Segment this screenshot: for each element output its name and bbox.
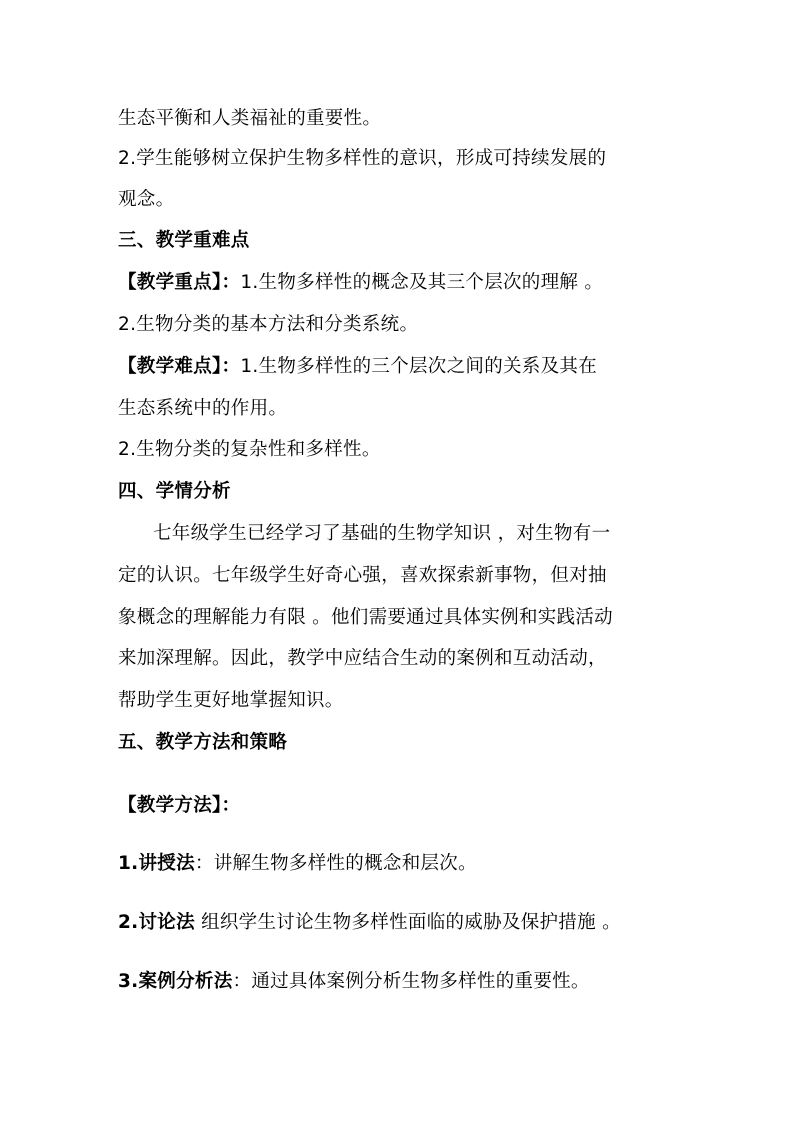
difficulty-line: 生态系统中的作用。: [118, 398, 288, 419]
paragraph-line: 定的认识。七年级学生好奇心强，喜欢探索新事物，但对抽: [118, 565, 607, 586]
difficulty-text: 1.生物多样性的三个层次之间的关系及其在: [240, 356, 598, 377]
method-name: 2.讨论法: [118, 912, 195, 933]
method-desc: ：讲解生物多样性的概念和层次。: [194, 853, 477, 874]
method-name: 3.案例分析法: [118, 971, 233, 992]
section-heading: 五、教学方法和策略: [118, 732, 288, 753]
difficulty-line: 2.生物分类的复杂性和多样性。: [118, 439, 381, 460]
key-point-text: 1.生物多样性的概念及其三个层次的理解 。: [240, 272, 604, 293]
paragraph-line: 象概念的理解能力有限 。他们需要通过具体实例和实践活动: [118, 607, 613, 628]
method-desc: 组织学生讨论生物多样性面临的威胁及保护措施 。: [194, 912, 621, 933]
difficulty-label: 【教学难点】：: [118, 356, 241, 377]
section-heading: 三、教学重难点: [118, 230, 250, 251]
method-desc: ：通过具体案例分析生物多样性的重要性。: [232, 971, 590, 992]
method-item: [118, 910, 621, 936]
key-points-label: 【教学重点】：: [118, 272, 241, 293]
paragraph-line: 来加深理解。因此，教学中应结合生动的案例和互动活动，: [118, 648, 607, 669]
section-heading: 四、学情分析: [118, 481, 231, 502]
key-point-line: 2.生物分类的基本方法和分类系统。: [118, 314, 419, 335]
paragraph-line: 2.学生能够树立保护生物多样性的意识，形成可持续发展的: [118, 148, 607, 169]
method-item: [118, 969, 590, 995]
method-name: 1.讲授法: [118, 853, 195, 874]
paragraph-line: 帮助学生更好地掌握知识。: [118, 690, 344, 711]
method-item: [118, 851, 477, 877]
paragraph-line: 七年级学生已经学习了基础的生物学知识 ，对生物有一: [153, 523, 611, 544]
difficulty-line-1: [118, 354, 597, 380]
key-points-line-1: [118, 270, 603, 296]
paragraph-line: 观念。: [118, 189, 175, 210]
methods-label: 【教学方法】：: [118, 795, 241, 816]
paragraph-line: 生态平衡和人类福祉的重要性。: [118, 108, 382, 129]
